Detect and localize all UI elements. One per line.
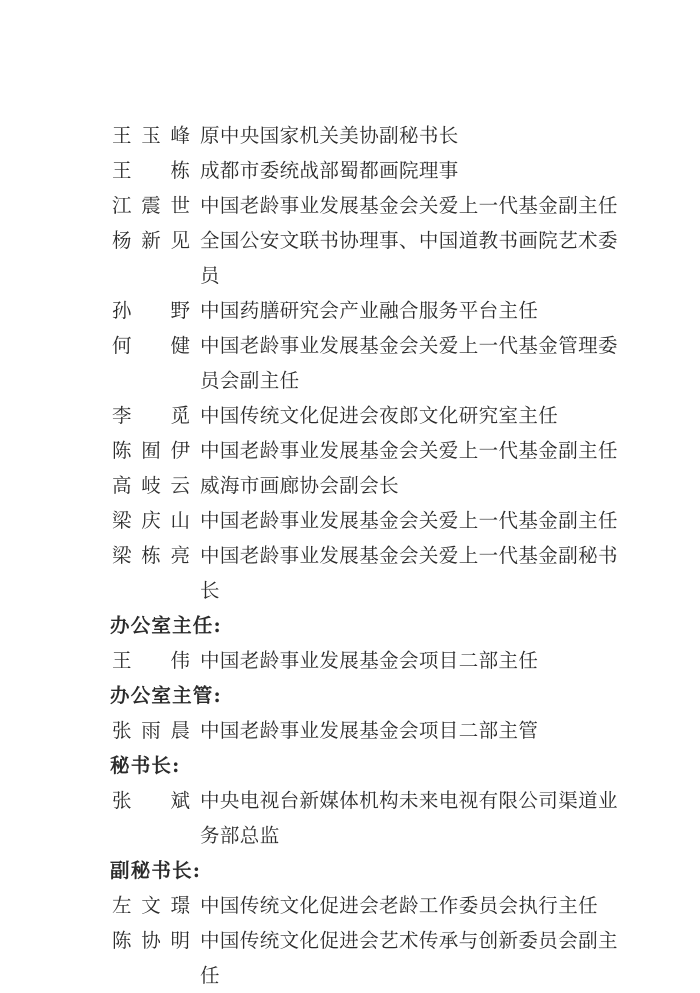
entry-person-name: 王玉峰	[112, 124, 190, 147]
entry-person-name: 高岐云	[112, 474, 190, 497]
entry-person-title: 中国老龄事业发展基金会项目二部主管	[200, 719, 539, 742]
entry-person-name: 张雨晨	[112, 719, 190, 742]
entry-person-title: 中国老龄事业发展基金会关爱上一代基金副主任	[200, 439, 618, 462]
entry-person-title: 中国传统文化促进会老龄工作委员会执行主任	[200, 894, 599, 917]
roster-entry	[112, 293, 636, 328]
entry-person-title: 成都市委统战部蜀都画院理事	[200, 159, 459, 182]
entry-person-title: 威海市画廊协会副会长	[200, 474, 400, 497]
roster-entry	[112, 153, 636, 188]
roster-entry	[112, 503, 636, 538]
entry-person-title: 中国药膳研究会产业融合服务平台主任	[200, 299, 539, 322]
entry-person-title: 中国传统文化促进会夜郎文化研究室主任	[200, 404, 559, 427]
roster-entry	[112, 713, 636, 748]
entry-person-title: 中国传统文化促进会艺术传承与创新委员会副主任	[200, 929, 618, 987]
roster-entry	[112, 328, 636, 363]
roster-entry	[112, 433, 636, 468]
entry-person-title: 中国老龄事业发展基金会关爱上一代基金副秘书长	[200, 544, 618, 602]
roster-entry	[112, 643, 636, 678]
entry-person-name: 王 栋	[112, 159, 190, 182]
section-heading: 副秘书长:	[110, 859, 202, 882]
roster-entry	[112, 223, 636, 293]
entry-person-name: 孙 野	[112, 299, 190, 322]
entry-title-continuation: 员会副主任	[200, 369, 300, 392]
section-heading: 办公室主任:	[110, 614, 222, 637]
entry-person-name: 王 伟	[112, 649, 190, 672]
entry-person-name: 杨新见	[112, 229, 190, 252]
entry-person-name: 左文璟	[112, 894, 190, 917]
roster-entry	[112, 923, 636, 993]
entry-title-continuation: 务部总监	[200, 824, 280, 847]
entry-person-title: 原中央国家机关美协副秘书长	[200, 124, 459, 147]
roster-entry	[112, 888, 636, 923]
roster-entry	[112, 783, 636, 818]
entry-person-title: 中国老龄事业发展基金会项目二部主任	[200, 649, 539, 672]
roster-entry	[112, 468, 636, 503]
entry-person-title: 中国老龄事业发展基金会关爱上一代基金管理委	[200, 334, 618, 357]
entry-person-name: 陈囿伊	[112, 439, 190, 462]
roster-entry	[112, 188, 636, 223]
roster-entry	[112, 538, 636, 608]
roster-entry	[112, 398, 636, 433]
entry-person-name: 陈协明	[112, 929, 190, 952]
section-heading: 秘书长:	[110, 754, 181, 777]
entry-person-title: 中国老龄事业发展基金会关爱上一代基金副主任	[200, 509, 618, 532]
section-heading: 办公室主管:	[110, 684, 222, 707]
roster-list	[112, 118, 636, 993]
entry-person-title: 全国公安文联书协理事、中国道教书画院艺术委员	[200, 229, 618, 287]
entry-person-name: 梁栋亮	[112, 544, 190, 567]
entry-person-name: 梁庆山	[112, 509, 190, 532]
roster-entry	[112, 118, 636, 153]
entry-person-name: 何 健	[112, 334, 190, 357]
entry-person-name: 江震世	[112, 194, 190, 217]
entry-person-name: 张 斌	[112, 789, 190, 812]
entry-person-title: 中国老龄事业发展基金会关爱上一代基金副主任	[200, 194, 618, 217]
entry-person-name: 李 觅	[112, 404, 190, 427]
entry-person-title: 中央电视台新媒体机构未来电视有限公司渠道业	[200, 789, 618, 812]
